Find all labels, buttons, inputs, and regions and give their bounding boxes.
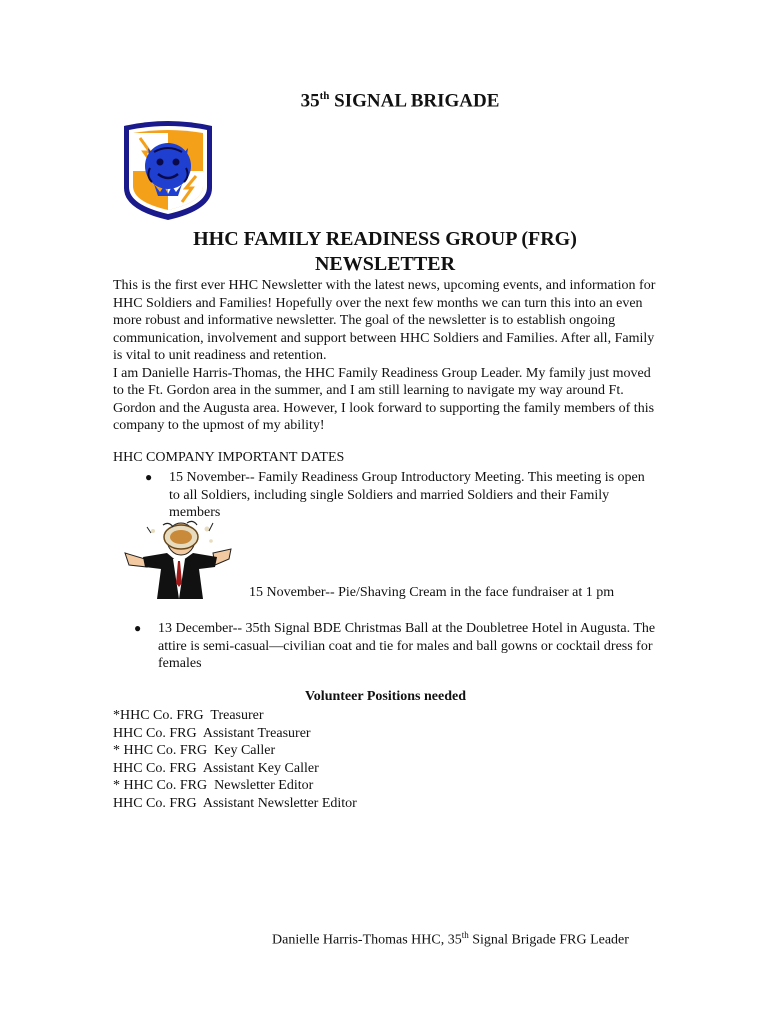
title-rest: SIGNAL BRIGADE: [329, 90, 500, 112]
important-dates-heading: HHC COMPANY IMPORTANT DATES: [113, 450, 345, 465]
volunteer-position: HHC Co. FRG Assistant Treasurer: [113, 725, 311, 741]
list-item-text: 15 November-- Family Readiness Group Introductory Meeting. This meeting is open to all Soldiers, including single Soldiers and married Soldiers and their Family members: [169, 470, 645, 520]
bullet-icon: ●: [134, 621, 142, 635]
volunteer-position: * HHC Co. FRG Key Caller: [113, 743, 276, 758]
title-number: 35: [300, 90, 320, 112]
bullet-icon: ●: [145, 470, 153, 484]
list-item: [134, 620, 658, 673]
volunteer-heading: Volunteer Positions needed: [304, 689, 466, 704]
page-title: [0, 90, 768, 112]
list-item-text: 13 December-- 35th Signal BDE Christmas Ball at the Doubletree Hotel in Augusta. The attire is semi-casual—civilian coat and tie for males and ball gowns or cocktail dress for females: [158, 621, 656, 671]
newsletter-title-line1: HHC FAMILY READINESS GROUP (FRG): [193, 228, 577, 250]
volunteer-position: HHC Co. FRG Assistant Key Caller: [113, 760, 319, 776]
intro-section: [113, 277, 658, 435]
volunteer-list: [113, 707, 357, 812]
signature-line: [272, 930, 629, 949]
newsletter-title-line2: NEWSLETTER: [314, 253, 456, 275]
signature-name: Danielle Harris-Thomas HHC, 35: [272, 932, 462, 948]
list-item-text: 15 November-- Pie/Shaving Cream in the face fundraiser at 1 pm: [249, 585, 615, 600]
intro-paragraph-2: I am Danielle Harris-Thomas, the HHC Family Readiness Group Leader. My family just moved to the Ft. Gordon area in the summer, and I am still learning to navigate my way around Ft. Gordon and the Augusta area. However, I look forward to supporting the family members of this company to the upmost of my ability!: [113, 365, 655, 433]
volunteer-position: *HHC Co. FRG Treasurer: [113, 708, 264, 723]
title-superscript: th: [319, 90, 330, 102]
list-item: [145, 469, 658, 522]
newsletter-title: [0, 227, 768, 277]
volunteer-position: * HHC Co. FRG Newsletter Editor: [113, 778, 314, 793]
signature-role: Signal Brigade FRG Leader: [468, 932, 629, 948]
signature-superscript: th: [461, 930, 469, 940]
intro-paragraph-1: This is the first ever HHC Newsletter with the latest news, upcoming events, and information for HHC Soldiers and Families! Hopefully over the next few months we can turn this into an even more robust and informative newsletter. The goal of the newsletter is to establish ongoing communication, involvement and support between HHC Soldiers and Families. After all, Family is vital to unit readiness and retention.: [113, 278, 656, 363]
volunteer-position: HHC Co. FRG Assistant Newsletter Editor: [113, 795, 357, 811]
brigade-insignia-icon: [120, 118, 216, 222]
pie-in-face-clipart-icon: [123, 519, 235, 599]
